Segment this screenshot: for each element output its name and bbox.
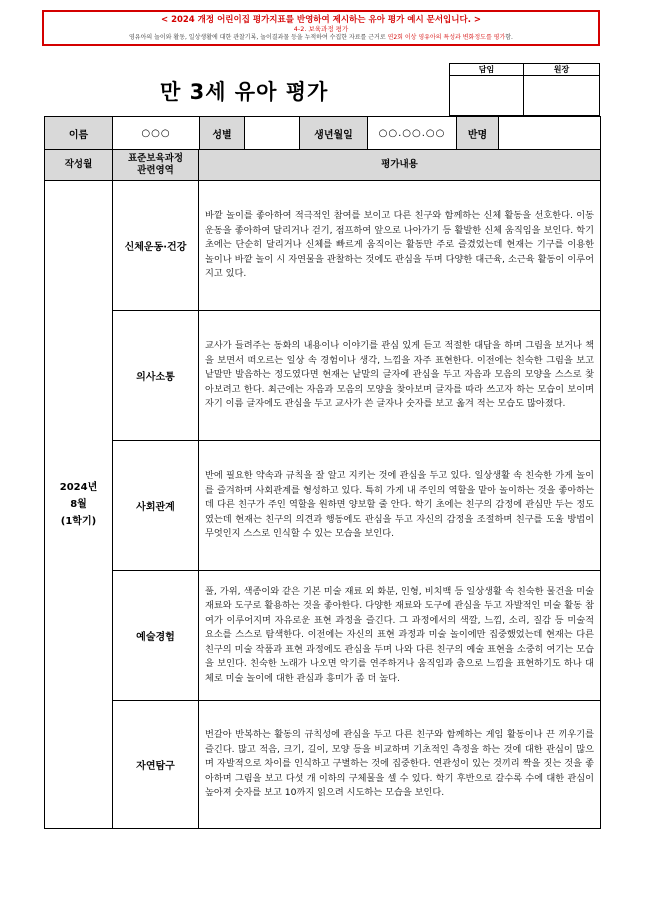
header-area: 표준보육과정 관련영역 (113, 150, 199, 181)
gender-label: 성별 (200, 117, 245, 151)
area-art: 예술경험 (113, 571, 199, 701)
notice-highlight: 연2회 이상 영유아의 특성과 변화정도를 평가 (387, 34, 506, 41)
birthdate-field[interactable]: ○○.○○.○○ (368, 117, 457, 151)
notice-description: 영유아의 놀이와 활동, 일상생활에 대한 관찰기록, 놀이결과물 등을 누적하여 수집한 자료를 근거로 연2회 이상 영유아의 특성과 변화정도를 평가함. (129, 34, 513, 41)
signature-teacher-field[interactable] (450, 76, 524, 116)
page-title: 만 3세 유아 평가 (160, 80, 329, 104)
class-field[interactable] (499, 117, 601, 151)
header-date: 작성월 (45, 150, 113, 181)
content-art[interactable]: 풀, 가위, 색종이와 같은 기본 미술 재료 외 화분, 인형, 비치백 등 일상생활 속 친숙한 물건을 미술 재료와 도구로 활용하는 것을 좋아한다. 다양한 재료와 도구에 관심을 두고 자발적인 미술 활동 참여가 이루어지며 자유로운 표현 과정을 즐긴다. 그 과정에서의 색깔, 느낌, 소리, 질감 등 미술적 요소를 스스로 탐색한다. 이전에는 자신의 표현 과정과 미술 놀이에만 집중했었는데 현재는 다른 친구의 미술 작품과 표현 과정에도 관심을 두며 나와 다른 친구의 예술 표현을 소중히 여기는 모습을 보인다. 친숙한 노래가 나오면 악기를 연주하거나 움직임과 춤으로 느낌을 표현하기도 하나 대체로 미술 놀이에 대한 관심과 흥미가 좀 더 높다. (199, 571, 601, 701)
student-info-table (44, 116, 601, 151)
signature-director-field[interactable] (524, 76, 600, 116)
area-physical: 신체운동·건강 (113, 181, 199, 311)
evaluation-table (44, 149, 601, 829)
signature-box (449, 63, 600, 116)
notice-headline: < 2024 개정 어린이집 평가지표를 반영하여 제시하는 유아 평가 예시 문서입니다. > (160, 15, 481, 25)
birthdate-label: 생년월일 (300, 117, 368, 151)
name-label: 이름 (45, 117, 113, 151)
gender-field[interactable] (245, 117, 300, 151)
content-social[interactable]: 반에 필요한 약속과 규칙을 잘 알고 지키는 것에 관심을 두고 있다. 일상생활 속 친숙한 가게 놀이를 즐겨하며 사회관계를 형성하고 있다. 특히 가게 내 주인의 역할을 맡아 놀이하는 것을 좋아하는데 다른 친구가 주인 역할을 원하면 양보할 줄 안다. 학기 초에는 친구의 감정에 관심만 두는 정도였는데 현재는 친구의 의견과 행동에도 관심을 두고 자신의 감정을 조절하며 친구를 도울 방법이 무엇인지 스스로 인식할 수 있는 모습을 보인다. (199, 441, 601, 571)
header-content: 평가내용 (199, 150, 601, 181)
area-social: 사회관계 (113, 441, 199, 571)
notice-subheading: 4-2. 보육과정 평가 (293, 25, 349, 33)
content-communication[interactable]: 교사가 들려주는 동화의 내용이나 이야기를 관심 있게 듣고 적절한 대답을 하며 그림을 보거나 책을 보면서 떠오르는 일상 속 경험이나 생각, 느낌을 자주 표현한다. 이전에는 친숙한 그림을 보고 낱말만 발음하는 정도였다면 현재는 낱말의 글자에 관심을 두고 자음과 모음의 모양을 스스로 찾아보려고 한다. 최근에는 자음과 모음의 모양을 찾아보며 글자를 따라 쓰고자 하는 모습이 보이며 자기 이름 글자에도 관심을 두고 교사가 쓴 글자나 숫자를 보고 옮겨 적는 모습도 많아졌다. (199, 311, 601, 441)
area-nature: 자연탐구 (113, 701, 199, 829)
area-communication: 의사소통 (113, 311, 199, 441)
notice-box (42, 10, 600, 46)
name-field[interactable]: ○○○ (113, 117, 200, 151)
evaluation-period: 2024년 8월 (1학기) (45, 181, 113, 829)
class-label: 반명 (457, 117, 499, 151)
content-physical[interactable]: 바깥 놀이를 좋아하여 적극적인 참여를 보이고 다른 친구와 함께하는 신체 활동을 선호한다. 이동운동을 좋아하여 달리거나 걷기, 점프하여 앞으로 나아가기 등 활발한 신체 움직임을 보인다. 학기 초에는 단순히 달리거나 신체를 빠르게 움직이는 활동만 주로 즐겼었는데 현재는 기구를 이용한 놀이나 바깥 놀이 시 자연물을 관찰하는 것에도 관심을 두며 다양한 대근육, 소근육 활동이 이루어지고 있다. (199, 181, 601, 311)
signature-teacher-label: 담임 (450, 64, 524, 76)
content-nature[interactable]: 번갈아 반복하는 활동의 규칙성에 관심을 두고 다른 친구와 함께하는 게임 활동이나 끈 끼우기를 즐긴다. 많고 적음, 크기, 길이, 모양 등을 비교하며 기초적인 측정을 하는 것에 대한 관심이 많으며 자발적으로 차이를 인식하고 구별하는 것에 집중한다. 연관성이 있는 것끼리 짝을 짓는 것을 좋아하며 그림을 보고 다섯 개 이하의 구체물을 셀 수 있다. 학기 후반으로 갈수록 수에 대한 관심이 높아져 숫자를 보고 10까지 읽으려 시도하는 모습을 보인다. (199, 701, 601, 829)
signature-director-label: 원장 (524, 64, 600, 76)
